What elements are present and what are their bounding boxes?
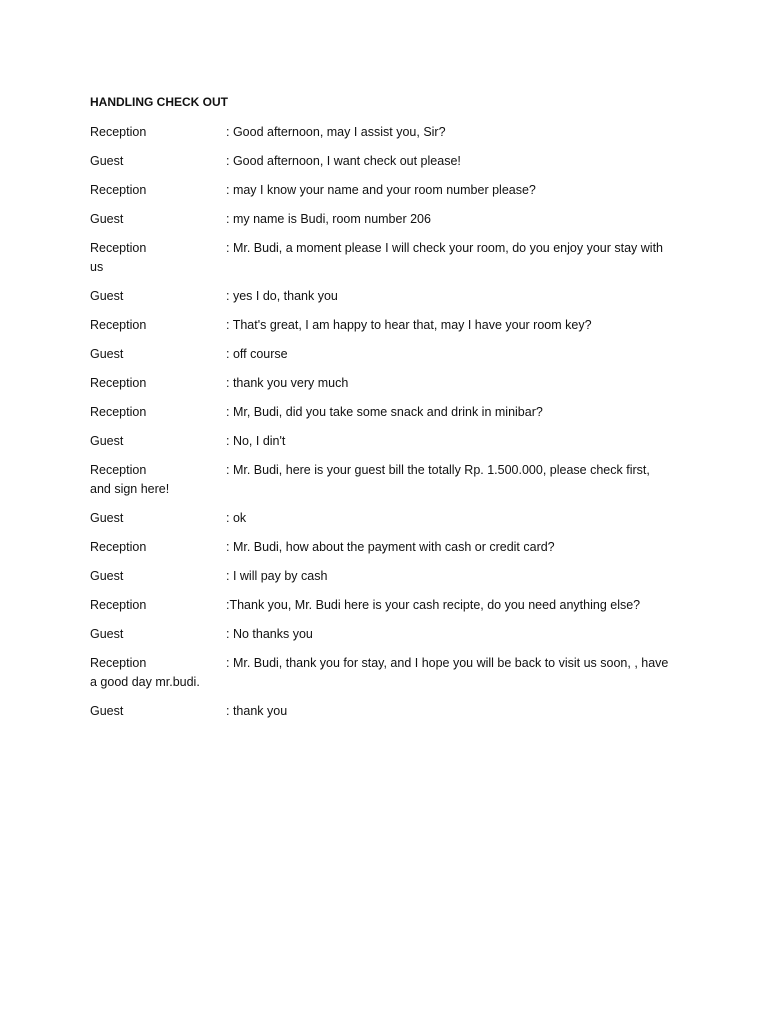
speech-text: : yes I do, thank you [226, 289, 338, 303]
speaker-label: Reception [90, 183, 147, 197]
dialogue-line [90, 432, 690, 451]
dialogue-list [90, 123, 690, 721]
speaker-label: Guest [90, 347, 124, 361]
speech-text: : Good afternoon, I want check out please! [226, 154, 461, 168]
speaker-label: Reception [90, 540, 147, 554]
speech-text: : Mr, Budi, did you take some snack and drink in minibar? [226, 405, 543, 419]
speaker-label: Reception [90, 241, 147, 255]
speaker-label: Reception [90, 598, 147, 612]
speaker-label: Reception [90, 125, 147, 139]
dialogue-line [90, 567, 690, 586]
speech-text: : may I know your name and your room number please? [226, 183, 536, 197]
dialogue-line [90, 152, 690, 171]
speech-text: : my name is Budi, room number 206 [226, 212, 431, 226]
speech-text: : No thanks you [226, 627, 313, 641]
speech-continuation: and sign here! [90, 482, 170, 496]
dialogue-line [90, 210, 690, 229]
dialogue-line [90, 287, 690, 306]
dialogue-line [90, 654, 690, 692]
dialogue-line [90, 374, 690, 393]
dialogue-line [90, 596, 690, 615]
speech-text: : thank you [226, 704, 288, 718]
speaker-label: Guest [90, 704, 124, 718]
speech-text: : That's great, I am happy to hear that, may I have your room key? [226, 318, 592, 332]
speaker-label: Reception [90, 463, 147, 477]
speaker-label: Reception [90, 656, 147, 670]
speaker-label: Guest [90, 212, 124, 226]
dialogue-line [90, 123, 690, 142]
dialogue-line [90, 345, 690, 364]
speaker-label: Guest [90, 434, 124, 448]
speech-text: : Mr. Budi, a moment please I will check your room, do you enjoy your stay with [226, 241, 663, 255]
dialogue-line [90, 625, 690, 644]
speech-text: : off course [226, 347, 288, 361]
speaker-label: Guest [90, 569, 124, 583]
dialogue-line [90, 316, 690, 335]
speaker-label: Reception [90, 318, 147, 332]
speaker-label: Guest [90, 627, 124, 641]
speech-text: :Thank you, Mr. Budi here is your cash recipte, do you need anything else? [226, 598, 641, 612]
document-title: HANDLING CHECK OUT [90, 95, 228, 109]
speech-text: : thank you very much [226, 376, 349, 390]
speech-continuation: us [90, 260, 104, 274]
speech-continuation: a good day mr.budi. [90, 675, 200, 689]
dialogue-line [90, 538, 690, 557]
speaker-label: Guest [90, 289, 124, 303]
speech-text: : Mr. Budi, here is your guest bill the totally Rp. 1.500.000, please check first, [226, 463, 650, 477]
speech-text: : No, I din't [226, 434, 286, 448]
speech-text: : ok [226, 511, 247, 525]
dialogue-line [90, 239, 690, 277]
dialogue-line [90, 403, 690, 422]
speaker-label: Guest [90, 154, 124, 168]
dialogue-line [90, 702, 690, 721]
speech-text: : I will pay by cash [226, 569, 328, 583]
document-content [90, 94, 690, 731]
speaker-label: Guest [90, 511, 124, 525]
dialogue-line [90, 181, 690, 200]
speech-text: : Mr. Budi, thank you for stay, and I hope you will be back to visit us soon, , have [226, 656, 669, 670]
speech-text: : Good afternoon, may I assist you, Sir? [226, 125, 446, 139]
speaker-label: Reception [90, 405, 147, 419]
speaker-label: Reception [90, 376, 147, 390]
speech-text: : Mr. Budi, how about the payment with cash or credit card? [226, 540, 555, 554]
dialogue-line [90, 509, 690, 528]
dialogue-line [90, 461, 690, 499]
